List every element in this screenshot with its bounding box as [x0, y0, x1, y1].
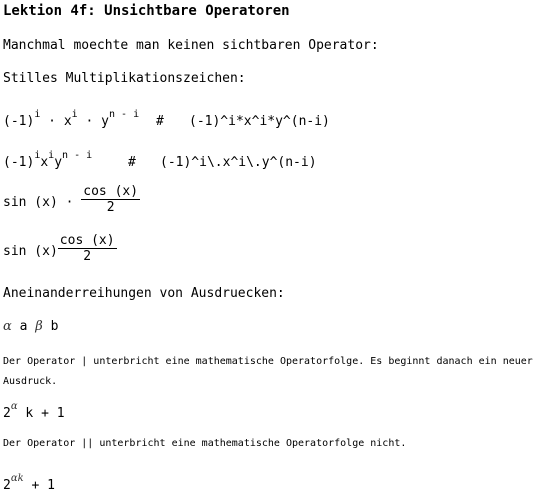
formula-alpha-beta: α a β b — [3, 319, 59, 334]
note-single-bar-continued: Ausdruck. — [3, 376, 58, 387]
formula-visible-dot: $(-1)^i \cdot x^i \cdot y^{n - i}$ — [3, 109, 140, 129]
formula-power-separate: $2^\alpha$ k + 1 — [3, 401, 65, 421]
formula-code-1: (-1)^i*x^i*y^(n-i) — [189, 114, 330, 129]
formula-sin-dot-fraction: sin (x) · $\frac{\cos (x)}{2}$ — [3, 184, 139, 215]
note-double-bar: Der Operator || unterbricht eine mathematische Operatorfolge nicht. — [3, 438, 407, 449]
formula-code-2: (-1)^i\.x^i\.y^(n-i) — [160, 155, 317, 170]
formula-sin-fraction: sin (x) $\frac{\cos (x)}{2}$ — [3, 233, 115, 264]
fraction: $\frac{\cos (x)}{2}$ — [59, 233, 115, 264]
page-title: Lektion 4f: Unsichtbare Operatoren — [3, 3, 290, 19]
hash-separator: # — [156, 114, 164, 129]
formula-silent-dot: $(-1)^ix^iy^{n - i}$ — [3, 150, 93, 170]
hash-separator: # — [128, 155, 136, 170]
fraction: $\frac{\cos (x)}{2}$ — [83, 184, 139, 215]
note-single-bar: Der Operator | unterbricht eine mathematische Operatorfolge. Es beginnt danach ein neuer — [3, 356, 533, 367]
section-heading-sequences: Aneinanderreihungen von Ausdruecken: — [3, 286, 285, 301]
formula-power-joined: $2^{\alpha k} + 1$ — [3, 473, 55, 493]
intro-text: Manchmal moechte man keinen sichtbaren Operator: — [3, 38, 379, 53]
section-heading-multiplication: Stilles Multiplikationszeichen: — [3, 71, 246, 86]
